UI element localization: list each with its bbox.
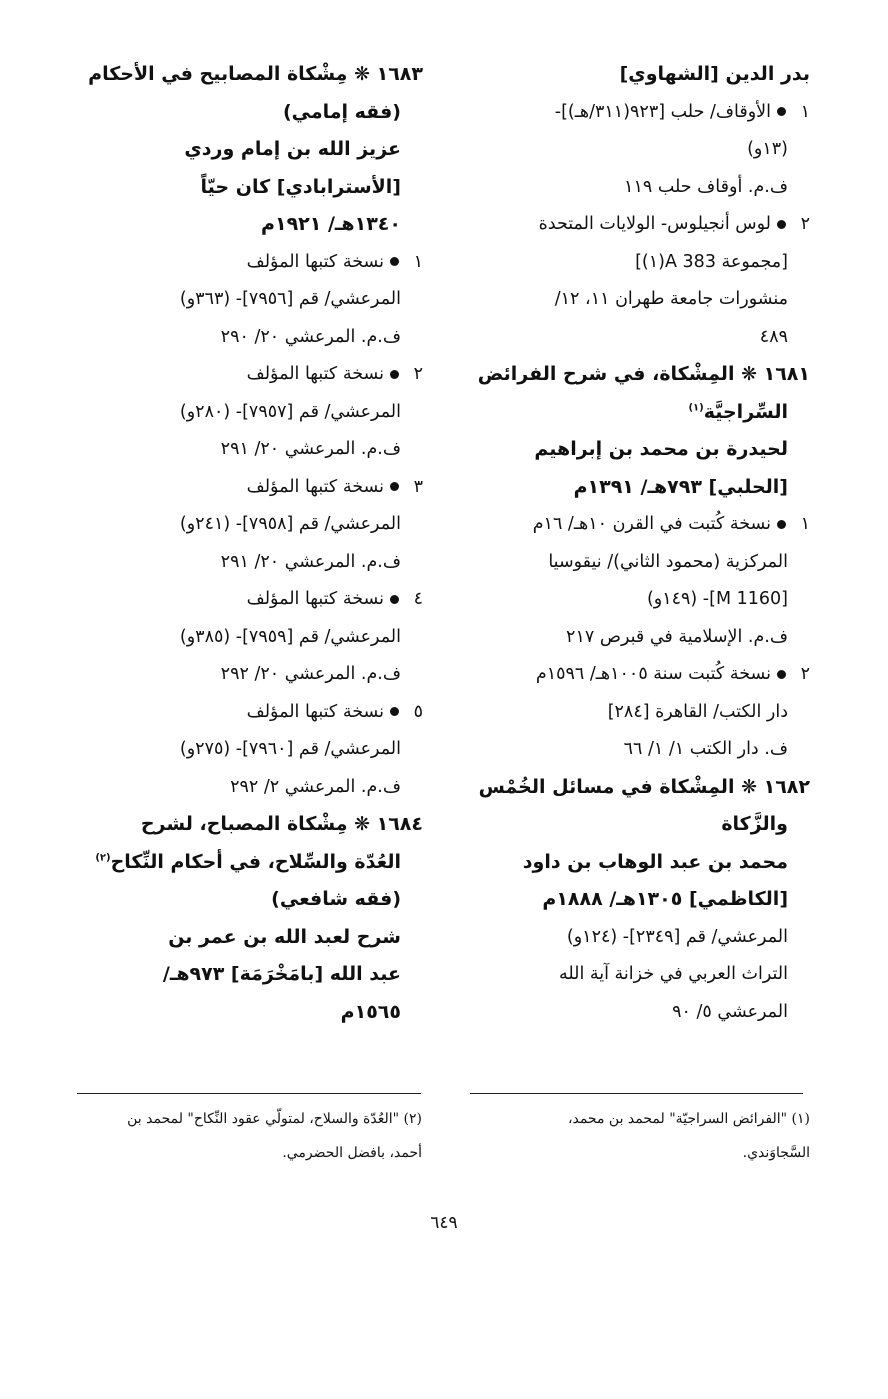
- bullet-icon: [777, 220, 786, 229]
- entry-heading-cont: [78, 131, 423, 169]
- item-number: ٢: [800, 664, 810, 684]
- entry-heading-cont: [78, 881, 423, 919]
- entry-heading-cont: [78, 956, 423, 994]
- bullet-icon: [777, 670, 786, 679]
- footnote-line: (٢) "العُدّة والسلاح، لمتولّي عقود النِّكاح" لمحمد بن: [127, 1111, 422, 1127]
- line-text: لحيدرة بن محمد بن إبراهيم: [534, 438, 788, 460]
- line-text: [الكاظمي] ١٣٠٥هـ/ ١٨٨٨م: [542, 888, 788, 910]
- entry-heading-cont: [470, 844, 810, 882]
- manuscript-item: [78, 694, 423, 732]
- item-number: ٣: [413, 476, 423, 497]
- line-text: المرعشي/ قم [٧٩٥٦]- (٣٦٣و): [179, 289, 401, 309]
- entry-line: [470, 956, 810, 994]
- entry-line: [470, 581, 810, 619]
- entry-heading-cont: [78, 94, 423, 132]
- entry-line: [78, 394, 423, 432]
- line-text: نسخة كتبها المؤلف: [246, 476, 384, 497]
- item-number: ٢: [413, 364, 423, 384]
- entry-heading-cont: [78, 169, 423, 207]
- entry-heading: [470, 356, 810, 394]
- line-text: منشورات جامعة طهران ١١، ١٢/: [554, 289, 788, 309]
- footnote-right: [470, 1102, 810, 1170]
- item-number: ١: [800, 101, 810, 122]
- entry-line: [470, 694, 810, 732]
- entry-line: [78, 544, 423, 582]
- line-text: ١٥٦٥م: [340, 1000, 401, 1023]
- entry-heading-cont: [470, 469, 810, 507]
- line-text: المرعشي/ قم [٢٣٤٩]- (١٢٤و): [566, 926, 788, 947]
- right-column: [470, 56, 810, 1031]
- footnote-divider-right: [470, 1093, 803, 1094]
- line-text: محمد بن عبد الوهاب بن داود: [522, 850, 788, 873]
- entry-line: [78, 319, 423, 357]
- bullet-icon: [390, 595, 399, 604]
- entry-line: [78, 769, 423, 807]
- footnote-line: (١) "الفرائض السراجيّة" لمحمد بن محمد،: [567, 1111, 810, 1127]
- bullet-icon: [390, 707, 399, 716]
- entry-line: [470, 319, 810, 357]
- line-text: لوس أنجيلوس- الولايات المتحدة: [538, 214, 771, 234]
- line-text: المرعشي/ قم [٧٩٦٠]- (٢٧٥و): [179, 739, 401, 759]
- line-text: ٤٨٩: [759, 326, 788, 347]
- entry-heading-cont: [78, 919, 423, 957]
- line-text: (فقه إمامي): [282, 100, 401, 123]
- footnote-marker: (١): [688, 402, 704, 414]
- manuscript-item: [470, 206, 810, 244]
- entry-heading: [470, 56, 810, 94]
- line-text: المرعشي/ قم [٧٩٥٩]- (٣٨٥و): [179, 626, 401, 647]
- line-text: نسخة كتبها المؤلف: [246, 589, 384, 609]
- entry-line: [470, 281, 810, 319]
- line-text: المرعشي/ قم [٧٩٥٧]- (٢٨٠و): [179, 401, 401, 422]
- entry-line: [470, 619, 810, 657]
- line-text: [الأسترابادي] كان حيّاً: [200, 175, 401, 198]
- line-text: ف.م. المرعشي ٢٠/ ٢٩١: [220, 551, 401, 572]
- footnote-line: السَّجاوَندي.: [742, 1145, 810, 1161]
- line-text: ١٦٨٤ ❋ مِشْكاة المصباح، لشرح: [140, 813, 423, 835]
- entry-heading: [78, 806, 423, 844]
- item-number: ٢: [800, 214, 810, 234]
- line-text: (فقه شافعي): [271, 888, 401, 910]
- footnote-line: أحمد، بافضل الحضرمي.: [282, 1145, 422, 1161]
- line-text: ١٦٨٢ ❋ المِشْكاة في مسائل الخُمْس: [478, 775, 810, 798]
- bullet-icon: [777, 107, 786, 116]
- manuscript-item: [470, 506, 810, 544]
- entry-heading-cont: [470, 394, 810, 432]
- line-text: نسخة كتبها المؤلف: [246, 364, 384, 384]
- entry-line: [470, 919, 810, 957]
- entry-line: [470, 731, 810, 769]
- entry-line: [470, 169, 810, 207]
- line-text: ف.م. المرعشي ٢٠/ ٢٩٠: [220, 326, 401, 347]
- line-text: نسخة كُتبت في القرن ١٠هـ/ ١٦م: [532, 514, 771, 534]
- entry-line: [470, 131, 810, 169]
- page-number: ٦٤٩: [430, 1213, 458, 1233]
- line-text: ١٦٨٣ ❋ مِشْكاة المصابيح في الأحكام: [88, 63, 423, 85]
- entry-line: [470, 244, 810, 282]
- manuscript-item: [78, 244, 423, 282]
- footnote-marker: (٢): [95, 852, 111, 864]
- line-text: الأوقاف/ حلب [٩٢٣(٣١١/هـ)]-: [554, 101, 771, 122]
- line-text: والزَّكاة: [721, 813, 788, 835]
- manuscript-item: [78, 581, 423, 619]
- footnote-left: [78, 1102, 422, 1170]
- line-text: العُدّة والسِّلاح، في أحكام النِّكاح: [110, 850, 401, 873]
- line-text: ف.م. المرعشي ٢٠/ ٢٩٢: [220, 664, 401, 684]
- line-text: عزيز الله بن إمام وردي: [184, 138, 401, 160]
- bullet-icon: [777, 520, 786, 529]
- entry-line: [78, 619, 423, 657]
- footnote-divider-left: [77, 1093, 421, 1094]
- line-text: ف.م. المرعشي ٢/ ٢٩٢: [230, 776, 401, 797]
- line-text: [الحلبي] ٧٩٣هـ/ ١٣٩١م: [573, 475, 788, 498]
- line-text: المرعشي/ قم [٧٩٥٨]- (٢٤١و): [179, 514, 401, 534]
- bullet-icon: [390, 482, 399, 491]
- line-text: السِّراجيَّة: [703, 400, 788, 423]
- line-text: ف.م. أوقاف حلب ١١٩: [624, 176, 788, 197]
- line-text: ١٣٤٠هـ/ ١٩٢١م: [261, 213, 401, 235]
- manuscript-item: [78, 356, 423, 394]
- line-text: ف. دار الكتب ١/ ١/ ٦٦: [623, 739, 788, 759]
- line-text: نسخة كتبها المؤلف: [246, 701, 384, 722]
- manuscript-item: [470, 94, 810, 132]
- line-text: نسخة كتبها المؤلف: [246, 251, 384, 272]
- line-text: [مجموعة 383 A(١)]: [635, 251, 788, 272]
- entry-heading-cont: [470, 431, 810, 469]
- entry-heading: [470, 769, 810, 807]
- entry-line: [78, 506, 423, 544]
- entry-line: [78, 731, 423, 769]
- entry-heading: [78, 56, 423, 94]
- line-text: عبد الله [بامَخْرَمَة] ٩٧٣هـ/: [162, 963, 401, 985]
- line-text: التراث العربي في خزانة آية الله: [558, 964, 788, 984]
- line-text: المركزية (محمود الثاني)/ نيقوسيا: [548, 551, 788, 572]
- line-text: ف.م. المرعشي ٢٠/ ٢٩١: [220, 439, 401, 459]
- left-column: [78, 56, 423, 1031]
- entry-line: [78, 656, 423, 694]
- entry-line: [78, 281, 423, 319]
- line-text: بدر الدين [الشهاوي]: [619, 63, 810, 85]
- manuscript-item: [470, 656, 810, 694]
- manuscript-item: [78, 469, 423, 507]
- line-text: دار الكتب/ القاهرة [٢٨٤]: [607, 701, 788, 722]
- item-number: ١: [800, 514, 810, 534]
- line-text: المرعشي ٥/ ٩٠: [672, 1001, 788, 1022]
- line-text: (١٣و): [747, 139, 788, 159]
- entry-heading-cont: [470, 806, 810, 844]
- entry-heading-cont: [470, 881, 810, 919]
- line-text: ف.م. الإسلامية في قبرص ٢١٧: [566, 626, 788, 647]
- entry-line: [470, 544, 810, 582]
- bullet-icon: [390, 370, 399, 379]
- bullet-icon: [390, 257, 399, 266]
- item-number: ٥: [413, 701, 423, 722]
- line-text: [M 1160]- (١٤٩و): [646, 589, 788, 609]
- line-text: شرح لعبد الله بن عمر بن: [168, 925, 401, 948]
- entry-line: [78, 431, 423, 469]
- item-number: ٤: [413, 589, 423, 609]
- item-number: ١: [413, 251, 423, 272]
- line-text: نسخة كُتبت سنة ١٠٠٥هـ/ ١٥٩٦م: [535, 664, 771, 684]
- entry-heading-cont: [78, 994, 423, 1032]
- line-text: ١٦٨١ ❋ المِشْكاة، في شرح الفرائض: [477, 363, 810, 385]
- entry-heading-cont: [78, 206, 423, 244]
- entry-line: [470, 994, 810, 1032]
- entry-heading-cont: [78, 844, 423, 882]
